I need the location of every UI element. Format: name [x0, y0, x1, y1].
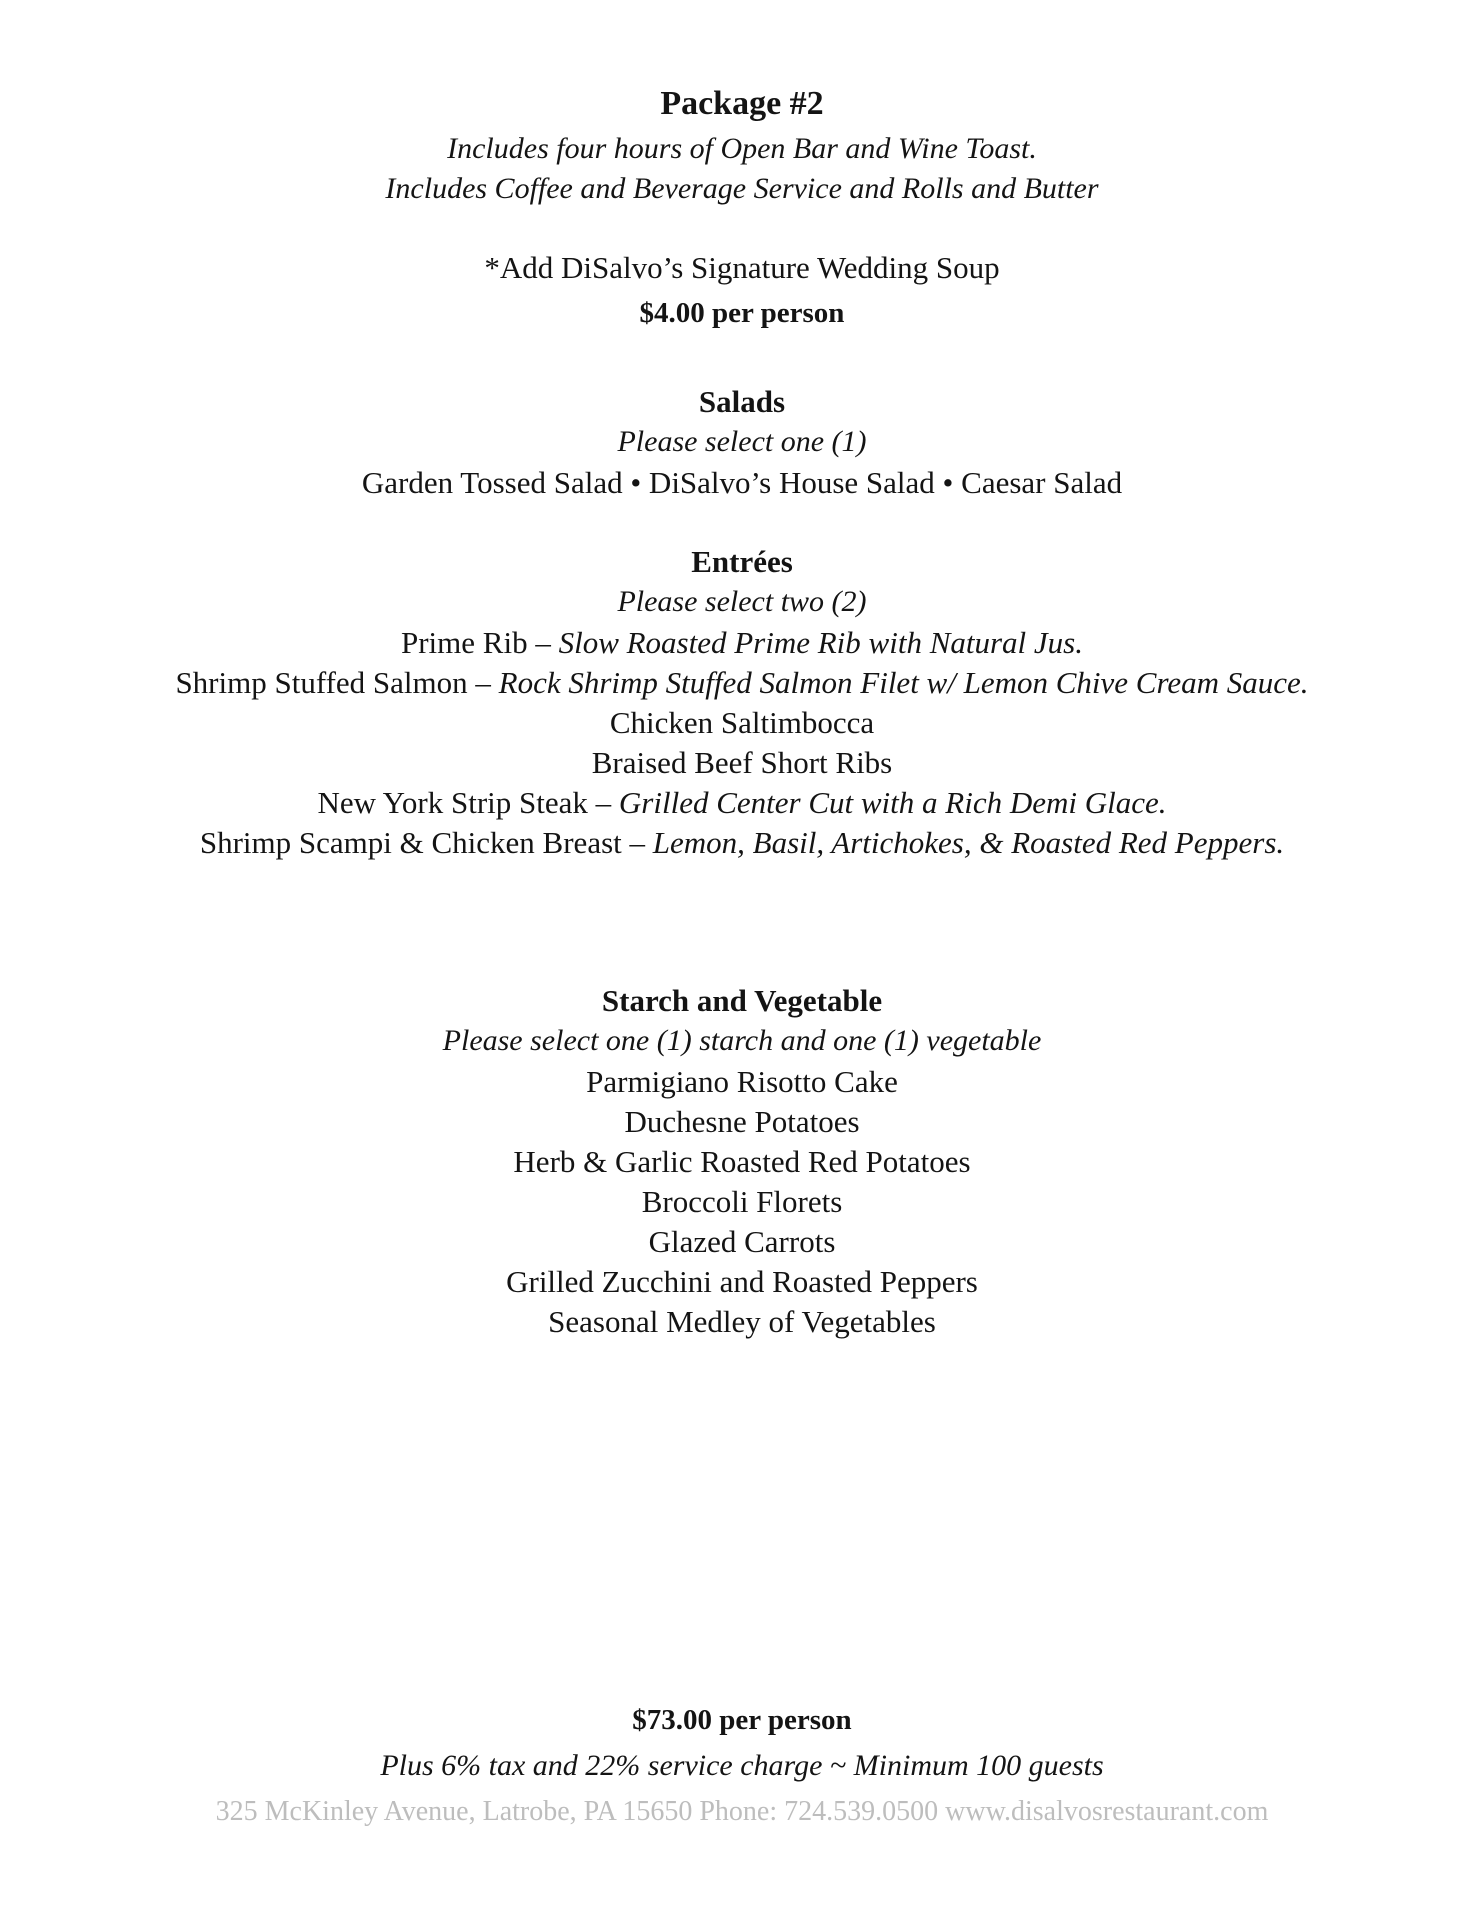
entree-name: Braised Beef Short Ribs [591, 745, 893, 780]
package-includes-bar: Includes four hours of Open Bar and Wine Toast. [447, 132, 1037, 165]
entree-item [0, 745, 1484, 781]
restaurant-contact-footer: 325 McKinley Avenue, Latrobe, PA 15650 Phone: 724.539.0500 www.disalvosrestaurant.com [215, 1796, 1269, 1827]
side-item: Duchesne Potatoes [624, 1104, 860, 1139]
soup-addon-price: $4.00 per person [639, 297, 845, 329]
entree-item [0, 825, 1484, 861]
entree-item [0, 705, 1484, 741]
entree-name: Prime Rib – [400, 625, 559, 660]
pricing-terms: Plus 6% tax and 22% service charge ~ Minimum 100 guests [380, 1749, 1104, 1782]
side-item: Herb & Garlic Roasted Red Potatoes [513, 1144, 971, 1179]
entree-description: Slow Roasted Prime Rib with Natural Jus. [558, 625, 1083, 660]
starch-vegetable-heading: Starch and Vegetable [601, 983, 883, 1018]
salads-instruction: Please select one (1) [617, 425, 867, 458]
side-item: Broccoli Florets [641, 1184, 843, 1219]
entree-name: Shrimp Stuffed Salmon – [175, 665, 499, 700]
entree-description: Grilled Center Cut with a Rich Demi Glace. [618, 785, 1167, 820]
entree-item [0, 785, 1484, 821]
package-title: Package #2 [660, 85, 824, 122]
entrees-instruction: Please select two (2) [617, 585, 867, 618]
salads-heading: Salads [698, 384, 786, 419]
salads-options: Garden Tossed Salad • DiSalvo’s House Salad • Caesar Salad [361, 465, 1123, 500]
package-price: $73.00 per person [632, 1704, 852, 1736]
soup-addon-text: *Add DiSalvo’s Signature Wedding Soup [484, 250, 1000, 285]
starch-vegetable-instruction: Please select one (1) starch and one (1) vegetable [442, 1024, 1042, 1057]
entree-name: Chicken Saltimbocca [609, 705, 875, 740]
package-includes-service: Includes Coffee and Beverage Service and Rolls and Butter [385, 172, 1099, 205]
side-item: Glazed Carrots [648, 1224, 836, 1259]
entree-item [0, 625, 1484, 661]
side-item: Seasonal Medley of Vegetables [548, 1304, 936, 1339]
entree-description: Lemon, Basil, Artichokes, & Roasted Red Peppers. [652, 825, 1285, 860]
side-item: Grilled Zucchini and Roasted Peppers [506, 1264, 978, 1299]
entree-name: New York Strip Steak – [317, 785, 619, 820]
entree-item [0, 665, 1484, 701]
entrees-heading: Entrées [691, 544, 793, 579]
entree-name: Shrimp Scampi & Chicken Breast – [199, 825, 653, 860]
side-item: Parmigiano Risotto Cake [586, 1064, 898, 1099]
entree-description: Rock Shrimp Stuffed Salmon Filet w/ Lemon Chive Cream Sauce. [498, 665, 1309, 700]
